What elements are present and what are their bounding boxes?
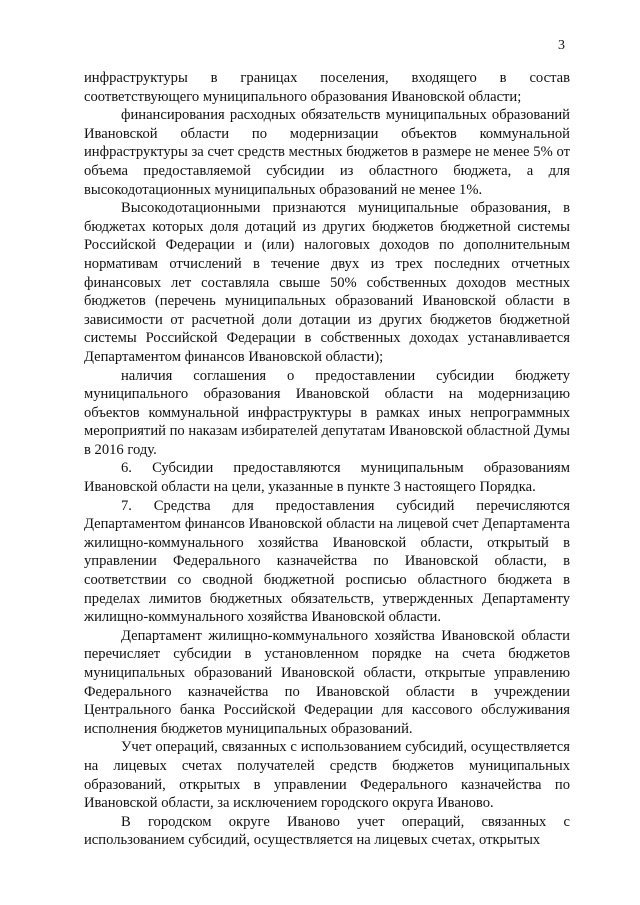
paragraph-department-transfers: Департамент жилищно-коммунального хозяйства Ивановской области перечисляет субсидии в установленном порядке на счета бюджетов муниципальных образований Ивановской области, открытые управлению Федерального казначейства по Ивановской области в учреждении Центрального банка Российской Федерации для кассового обслуживания исполнения бюджетов муниципальных образований. bbox=[84, 627, 570, 737]
paragraph-ivanovo-accounting: В городском округе Иваново учет операций, связанных с использованием субсидий, осуществляется на лицевых счетах, открытых bbox=[84, 813, 570, 849]
page-number: 3 bbox=[558, 38, 565, 53]
paragraph-accounting-operations: Учет операций, связанных с использованием субсидий, осуществляется на лицевых счетах получателей средств бюджетов муниципальных образований, открытых в управлении Федерального казначейства по Ивановской области, за исключением городского округа Иваново. bbox=[84, 739, 570, 812]
paragraph-item-6: 6. Субсидии предоставляются муниципальным образованиям Ивановской области на цели, указанные в пункте 3 настоящего Порядка. bbox=[84, 460, 570, 496]
paragraph-agreement-condition: наличия соглашения о предоставлении субсидии бюджету муниципального образования Ивановской области на модернизацию объектов коммунальной инфраструктуры в рамках иных непрограммных мероприятий по наказам избирателей депутатам Ивановской областной Думы в 2016 году. bbox=[84, 367, 570, 458]
document-body bbox=[84, 69, 570, 850]
paragraph-infrastructure-continuation: инфраструктуры в границах поселения, входящего в состав соответствующего муниципального образования Ивановской области; bbox=[84, 70, 570, 105]
paragraph-high-subsidy-definition: Высокодотационными признаются муниципальные образования, в бюджетах которых доля дотаций из других бюджетов бюджетной системы Российской Федерации и (или) налоговых доходов по дополнительным нормативам отчислений в течение двух из трех последних отчетных финансовых лет составляла свыше 50% собственных доходов местных бюджетов (перечень муниципальных образований Ивановской области в зависимости от расчетной доли дотации из других бюджетов бюджетной системы Российской Федерации в собственных доходах устанавливается Департаментом финансов Ивановской области); bbox=[84, 200, 570, 365]
paragraph-item-7: 7. Средства для предоставления субсидий перечисляются Департаментом финансов Ивановской области на лицевой счет Департамента жилищно-коммунального хозяйства Ивановской области, открытый в управлении Федерального казначейства по Ивановской области, в соответствии со сводной бюджетной росписью областного бюджета в пределах лимитов бюджетных обязательств, утвержденных Департаменту жилищно-коммунального хозяйства Ивановской области. bbox=[84, 497, 570, 626]
paragraph-financing-condition: финансирования расходных обязательств муниципальных образований Ивановской области по модернизации объектов коммунальной инфраструктуры за счет средств местных бюджетов в размере не менее 5% от объема предоставляемой субсидии из областного бюджета, а для высокодотационных муниципальных образований не менее 1%. bbox=[84, 107, 570, 198]
